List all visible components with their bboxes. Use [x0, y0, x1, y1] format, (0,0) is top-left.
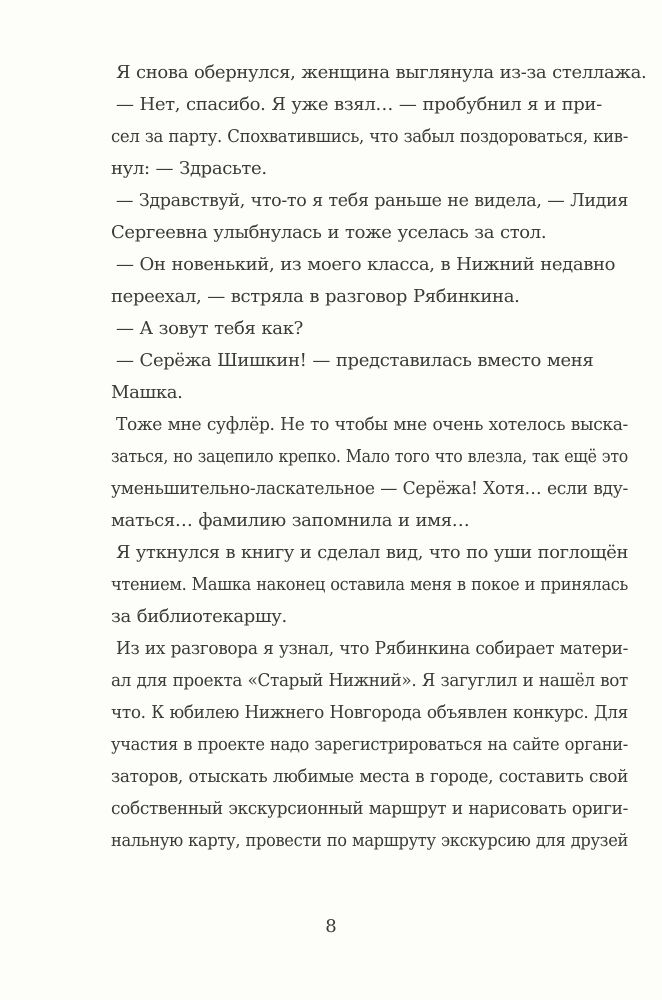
text-line: — Нет, спасибо. Я уже взял… — пробубнил я и при- — [116, 94, 602, 115]
text-line: Из их разговора я узнал, что Рябинкина собирает матери- — [116, 638, 629, 659]
text-line: Машка. — [111, 382, 183, 403]
text-line: заторов, отыскать любимые места в городе, составить свой — [111, 766, 628, 787]
text-line: маться… фамилию запомнила и имя… — [111, 510, 470, 531]
text-line: что. К юбилею Нижнего Новгорода объявлен конкурс. Для — [111, 702, 628, 723]
text-line: Я уткнулся в книгу и сделал вид, что по уши поглощён — [116, 542, 629, 563]
page-number: 8 — [325, 916, 337, 937]
text-line: — Здравствуй, что-то я тебя раньше не видела, — Лидия — [116, 190, 629, 211]
text-line: Я снова обернулся, женщина выглянула из-за стеллажа. — [116, 62, 647, 83]
text-line: участия в проекте надо зарегистрироваться на сайте органи- — [111, 734, 628, 755]
text-line: — Серёжа Шишкин! — представилась вместо меня — [116, 350, 594, 371]
text-line: Сергеевна улыбнулась и тоже уселась за стол. — [111, 222, 547, 243]
text-line: нул: — Здрасьте. — [111, 158, 267, 179]
text-line: переехал, — встряла в разговор Рябинкина. — [111, 286, 520, 307]
text-line: чтением. Машка наконец оставила меня в покое и принялась — [111, 574, 629, 595]
text-line: — Он новенький, из моего класса, в Нижний недавно — [116, 254, 616, 275]
text-line: сел за парту. Спохватившись, что забыл поздороваться, кив- — [111, 126, 629, 147]
text-line: уменьшительно-ласкательное — Серёжа! Хотя… если вду- — [111, 478, 628, 499]
text-line: — А зовут тебя как? — [116, 318, 303, 339]
text-line: Тоже мне суфлёр. Не то чтобы мне очень хотелось выска- — [116, 414, 628, 435]
text-line: ал для проекта «Старый Нижний». Я загуглил и нашёл вот — [111, 670, 629, 691]
text-line: за библиотекаршу. — [111, 606, 287, 627]
text-line: собственный экскурсионный маршрут и нарисовать ориги- — [111, 798, 629, 819]
text-line: нальную карту, провести по маршруту экскурсию для друзей — [111, 830, 629, 851]
text-line: заться, но зацепило крепко. Мало того что влезла, так ещё это — [111, 446, 628, 467]
